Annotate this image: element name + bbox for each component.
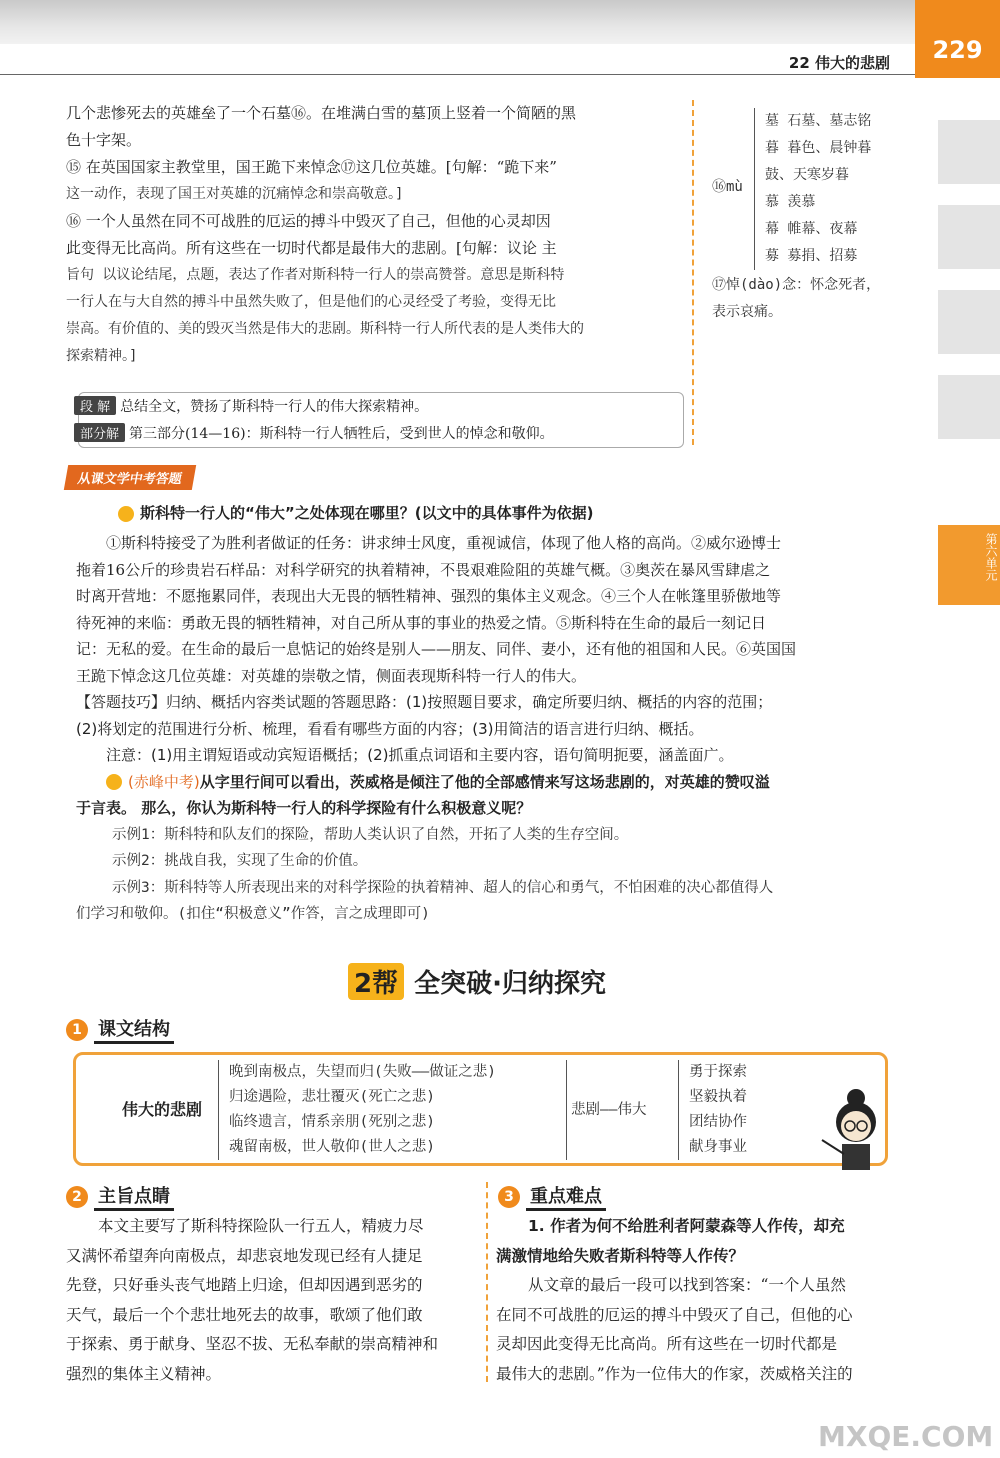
note-mu-list	[754, 108, 904, 270]
note-mu-title: ⑯mù	[712, 179, 743, 195]
theme-line: 天气，最后一个个悲壮地死去的故事，歌颂了他们敢	[66, 1305, 423, 1324]
question	[118, 500, 878, 527]
heading-text: 主旨点睛	[94, 1182, 174, 1211]
heading-structure	[66, 1015, 174, 1044]
text-line: ⑮ 在英国国家主教堂里，国王跪下来悼念⑰这几位英雄。[句解：“跪下来”	[66, 158, 557, 176]
structure-root: 伟大的悲剧	[122, 1100, 203, 1119]
exam-answer: 示例1：斯科特和队友们的探险，帮助人类认识了自然，开拓了人类的生存空间。	[112, 826, 629, 843]
sentence-note: 一行人在与大自然的搏斗中虽然失败了，但是他们的心灵经受了考验，变得无比	[66, 294, 556, 310]
heading-number: 3	[498, 1186, 520, 1208]
bufen-tag: 部分解	[74, 423, 125, 442]
note-item: 募 募捐、招募	[765, 248, 858, 264]
tips-line: 【答题技巧】归纳、概括内容类试题的答题思路：(1)按照题目要求，确定所要归纳、概括的内容的范围；	[76, 693, 773, 711]
exam-answer: 示例3：斯科特等人所表现出来的对科学探险的执着精神、超人的信心和勇气，不怕困难的决心都值得人	[112, 879, 774, 896]
answer-line: 记：无私的爱。在生命的最后一息惦记的始终是别人——朋友、同伴、妻小，还有他的祖国和人民。⑥英国国	[76, 640, 797, 658]
exam-answer: 示例2：挑战自我，实现了生命的价值。	[112, 853, 368, 869]
answer-line: 王跪下悼念这几位英雄：对英雄的崇敬之情，侧面表现斯科特一行人的伟大。	[76, 666, 587, 685]
tips-line: (2)将划定的范围进行分析、梳理，看看有哪些方面的内容；(3)用简洁的语言进行归纳、概括。	[76, 719, 704, 738]
summary-row	[74, 421, 684, 448]
sentence-note: 这一动作，表现了国王对英雄的沉痛悼念和崇高敬意。]	[66, 186, 404, 202]
answer-line: 拖着16公斤的珍贵岩石样品：对科学研究的执着精神，不畏艰难险阻的英雄气概。③奥茨在暴风雪肆虐之	[76, 560, 771, 579]
keypoint-answer: 最伟大的悲剧。”作为一位伟大的作家，茨威格关注的	[496, 1364, 853, 1383]
side-tab	[938, 120, 1000, 184]
exam-answer: 们学习和敬仰。(扣住“积极意义”作答，言之成理即可)	[76, 906, 430, 922]
sentence-note: 崇高。有价值的、美的毁灭当然是伟大的悲剧。斯科特一行人所代表的是人类伟大的	[66, 321, 584, 337]
answer-block	[76, 530, 896, 928]
theme-line: 本文主要写了斯科特探险队一行五人，精疲力尽	[98, 1217, 424, 1235]
structure-item: 魂留南极，世人敬仰(世人之悲)	[229, 1139, 435, 1155]
note-item: 慕 羡慕	[765, 194, 816, 210]
heading-text: 重点难点	[526, 1182, 606, 1211]
answer-line: 时离开营地：不愿拖累同伴，表现出大无畏的牺牲精神、强烈的集体主义观念。④三个人在帐篷里骄傲地等	[76, 587, 782, 605]
bufen-text: 第三部分(14—16)：斯科特一行人牺牲后，受到世人的悼念和敬仰。	[129, 426, 554, 442]
watermark: MXQE.COM	[818, 1420, 994, 1453]
note-dao-line: 表示哀痛。	[712, 304, 782, 320]
theme-line: 先登，只好垂头丧气地踏上归途，但却因遇到恶劣的	[66, 1276, 423, 1294]
sentence-note: 探索精神。]	[66, 348, 138, 364]
question-text: 斯科特一行人的“伟大”之处体现在哪里？(以文中的具体事件为依据)	[140, 504, 594, 522]
text-line: 此变得无比高尚。所有这些在一切时代都是最伟大的悲剧。[句解：议论 主	[66, 239, 557, 257]
structure-item: 献身事业	[689, 1139, 747, 1155]
structure-item: 勇于探索	[689, 1064, 747, 1080]
structure-item: 晚到南极点，失望而归(失败——做证之悲)	[229, 1064, 496, 1080]
side-tab	[938, 205, 1000, 269]
structure-middle: 悲剧——伟大	[566, 1060, 646, 1160]
note-item: 鼓、天寒岁暮	[765, 167, 849, 183]
structure-item: 临终遗言，情系亲朋(死别之悲)	[229, 1114, 435, 1130]
answer-line: ①斯科特接受了为胜利者做证的任务：讲求绅士风度，重视诚信，体现了他人格的高尚。②威尔逊博士	[106, 534, 782, 552]
dashed-divider	[692, 100, 694, 445]
chapter-title: 22 伟大的悲剧	[788, 54, 890, 72]
heading-number: 1	[66, 1019, 88, 1041]
structure-right	[678, 1060, 747, 1160]
note-item: 墓 石墓、墓志铭	[765, 113, 872, 129]
answer-line: 待死神的来临：勇敢无畏的牺牲精神，对自己所从事的事业的热爱之情。⑤斯科特在生命的最后一刻记日	[76, 613, 767, 632]
header-band	[0, 0, 915, 44]
sentence-note: 旨句 以议论结尾，点题，表达了作者对斯科特一行人的崇高赞誉。意思是斯科特	[66, 267, 565, 283]
structure-left	[218, 1060, 496, 1160]
theme-text	[66, 1212, 476, 1389]
keypoint-answer: 从文章的最后一段可以找到答案：“一个人虽然	[528, 1276, 846, 1294]
star-icon	[106, 774, 122, 790]
page-number: 229	[915, 0, 1000, 78]
dashed-divider	[486, 1182, 488, 1382]
text-paragraph	[66, 100, 686, 370]
exam-question	[76, 769, 896, 796]
theme-line: 强烈的集体主义精神。	[66, 1364, 222, 1383]
teacher-icon	[818, 1082, 884, 1172]
star-icon	[118, 506, 134, 522]
heading-theme	[66, 1182, 174, 1211]
note-dao-line: ⑰悼(dào)念：怀念死者，	[712, 277, 881, 293]
duan-tag: 段 解	[74, 396, 116, 415]
text-line: 色十字架。	[66, 131, 142, 149]
section-title	[348, 963, 606, 1000]
keypoints-text	[496, 1212, 906, 1389]
theme-line: 于探索、勇于献身、坚忍不拔、无私奉献的崇高精神和	[66, 1335, 439, 1353]
section-title-text: 全突破·归纳探究	[414, 969, 606, 999]
text-line: 几个悲惨死去的英雄垒了一个石墓⑯。在堆满白雪的墓顶上竖着一个简陋的黑	[66, 104, 577, 122]
exam-label: (赤峰中考)	[128, 772, 200, 791]
summary-row	[74, 394, 684, 421]
header-rule	[0, 74, 918, 75]
keypoint-question: 1. 作者为何不给胜利者阿蒙森等人作传，却充	[528, 1217, 845, 1235]
heading-text: 课文结构	[94, 1015, 174, 1044]
structure-item: 团结协作	[689, 1114, 747, 1130]
side-tab-active: 第六单元	[938, 525, 1000, 605]
heading-keypoints	[498, 1182, 606, 1211]
section-badge: 2帮	[348, 963, 404, 1000]
duan-text: 总结全文，赞扬了斯科特一行人的伟大探索精神。	[120, 399, 429, 415]
section-ribbon: 从课文学中考答题	[64, 465, 196, 490]
summary-content	[74, 394, 684, 448]
structure-item: 坚毅执着	[689, 1089, 747, 1105]
note-dao	[712, 272, 902, 326]
tips-line: 注意：(1)用主谓短语或动宾短语概括；(2)抓重点词语和主要内容，语句简明扼要，涵盖面广。	[106, 746, 734, 764]
note-item: 暮 暮色、晨钟暮	[765, 140, 872, 156]
keypoint-question: 满激情地给失败者斯科特等人作传？	[496, 1246, 745, 1265]
text-line: ⑯ 一个人虽然在同不可战胜的厄运的搏斗中毁灭了自己，但他的心灵却因	[66, 212, 551, 230]
keypoint-answer: 灵却因此变得无比高尚。所有这些在一切时代都是	[496, 1335, 838, 1353]
heading-number: 2	[66, 1186, 88, 1208]
keypoint-answer: 在同不可战胜的厄运的搏斗中毁灭了自己，但他的心	[496, 1305, 853, 1324]
exam-question-line: 于言表。 那么，你认为斯科特一行人的科学探险有什么积极意义呢？	[76, 799, 532, 817]
theme-line: 又满怀希望奔向南极点，却悲哀地发现已经有人捷足	[66, 1246, 423, 1265]
structure-item: 归途遇险，悲壮覆灭(死亡之悲)	[229, 1089, 435, 1105]
side-tab	[938, 290, 1000, 354]
note-item: 幕 帷幕、夜幕	[765, 221, 858, 237]
side-tab	[938, 375, 1000, 439]
exam-question-text: 从字里行间可以看出，茨威格是倾注了他的全部感情来写这场悲剧的，对英雄的赞叹溢	[199, 772, 770, 791]
